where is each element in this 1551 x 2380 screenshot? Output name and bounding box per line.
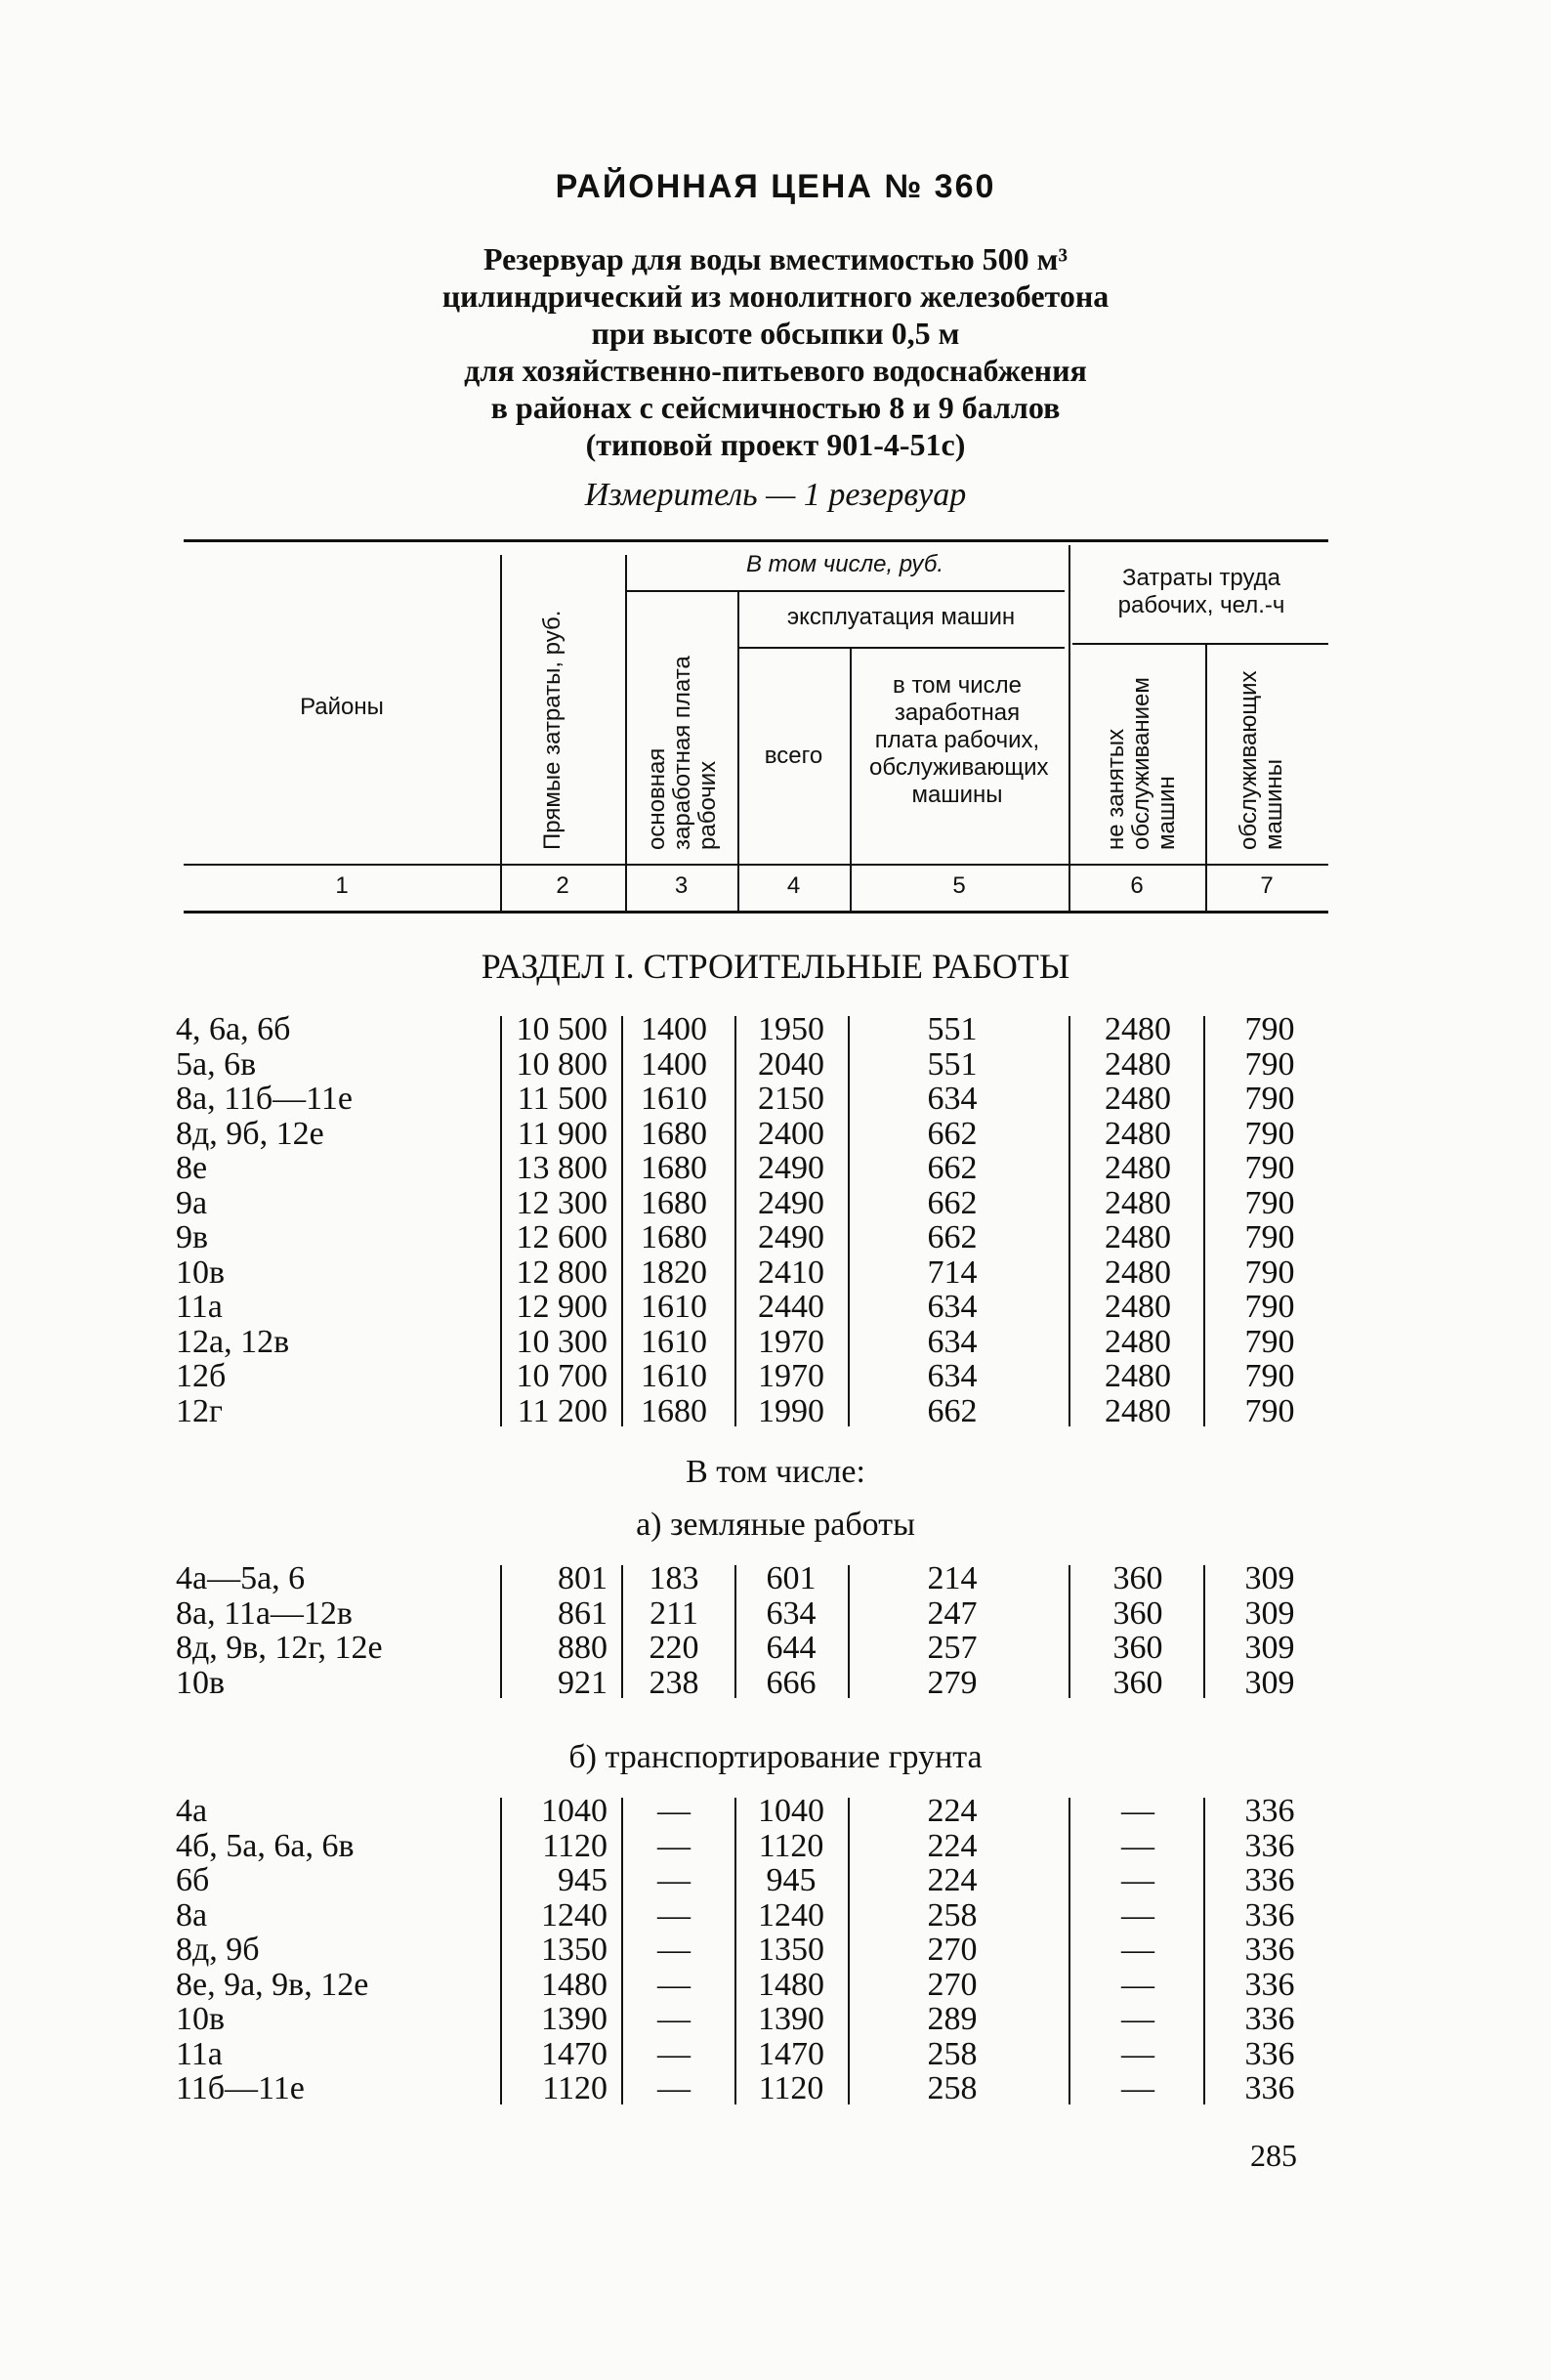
table-row <box>0 1290 1551 1325</box>
table-cell: 790 <box>1244 1011 1295 1047</box>
table-cell: 662 <box>927 1115 978 1152</box>
table-cell: 1610 <box>641 1289 707 1325</box>
header-divider <box>625 555 627 911</box>
column-divider <box>500 1565 502 1698</box>
table-cell: 224 <box>927 1827 978 1864</box>
table-cell: 2490 <box>758 1150 824 1186</box>
header-zp-mashin: в том числе заработная плата рабочих, обслуживающих машины <box>869 672 1049 808</box>
table-cell: 1820 <box>641 1254 707 1291</box>
table-cell: 10в <box>176 1254 226 1291</box>
table-cell: 662 <box>927 1184 978 1221</box>
table-cell: 13 800 <box>516 1150 608 1186</box>
column-divider <box>1069 1798 1070 2104</box>
table-cell: 336 <box>1244 2070 1295 2106</box>
v-tom-chisle-label: В том числе: <box>686 1454 865 1490</box>
table-cell: — <box>1121 1896 1154 1934</box>
table-cell: 258 <box>927 2070 978 2106</box>
table-cell: 360 <box>1112 1664 1163 1701</box>
column-divider <box>1203 1798 1205 2104</box>
table-row <box>0 1012 1551 1047</box>
table-cell: — <box>657 1932 691 1968</box>
subtitle-line: при высоте обсыпки 0,5 м <box>591 316 960 351</box>
table-cell: 861 <box>558 1594 608 1632</box>
table-cell: 12 800 <box>516 1254 608 1291</box>
table-cell: 336 <box>1244 1966 1295 2003</box>
page-title: РАЙОННАЯ ЦЕНА № 360 <box>555 168 996 205</box>
table-cell: 1480 <box>541 1966 608 2003</box>
table-cell: 666 <box>766 1664 817 1701</box>
column-number: 3 <box>674 872 689 899</box>
column-divider <box>734 1565 736 1698</box>
table-row <box>0 1666 1551 1701</box>
table-cell: 4б, 5а, 6а, 6в <box>176 1827 355 1864</box>
table-cell: 2410 <box>758 1254 824 1291</box>
table-cell: 1120 <box>542 2070 608 2106</box>
header-zatraty-truda: Затраты труда рабочих, чел.-ч <box>1117 565 1285 618</box>
table-cell: 12г <box>176 1392 223 1429</box>
table-cell: 360 <box>1112 1560 1163 1596</box>
table-cell: — <box>1121 2035 1154 2072</box>
header-rule <box>184 864 1328 866</box>
table-row <box>0 1047 1551 1083</box>
table-cell: 4, 6а, 6б <box>176 1011 291 1047</box>
table-cell: 1350 <box>541 1932 608 1968</box>
table-cell: 790 <box>1244 1184 1295 1221</box>
table-cell: — <box>1121 2070 1154 2106</box>
table-cell: 1470 <box>758 2035 824 2072</box>
table-cell: 10 700 <box>516 1358 608 1394</box>
table-cell: 1240 <box>541 1896 608 1934</box>
header-divider <box>500 555 502 911</box>
table-cell: 790 <box>1244 1323 1295 1360</box>
table-cell: 211 <box>650 1594 698 1632</box>
table-cell: 6б <box>176 1862 210 1898</box>
table-cell: 11а <box>176 1289 223 1325</box>
table-row <box>0 1863 1551 1898</box>
table-cell: 1400 <box>641 1045 707 1083</box>
table-cell: 8е, 9а, 9в, 12е <box>176 1966 369 2003</box>
table-cell: 2480 <box>1105 1011 1171 1047</box>
table-cell: 1480 <box>758 1966 824 2003</box>
column-divider <box>1069 1565 1070 1698</box>
table-cell: 601 <box>766 1560 817 1596</box>
table-cell: 8а, 11б—11е <box>176 1081 353 1117</box>
subtitle-line: в районах с сейсмичностью 8 и 9 баллов <box>490 390 1061 425</box>
table-cell: 2480 <box>1105 1358 1171 1394</box>
table-cell: 8д, 9в, 12г, 12е <box>176 1630 383 1666</box>
table-row <box>0 1394 1551 1429</box>
table-cell: 634 <box>927 1358 978 1394</box>
header-divider <box>1069 545 1070 911</box>
table-cell: 336 <box>1244 1827 1295 1864</box>
header-ne-zanyatyh: не занятых обслуживанием машин <box>1103 677 1180 850</box>
column-divider <box>1069 1016 1070 1426</box>
table-cell: 2480 <box>1105 1289 1171 1325</box>
table-cell: 1400 <box>641 1011 707 1047</box>
table-cell: 1680 <box>641 1150 707 1186</box>
section-title: РАЗДЕЛ I. СТРОИТЕЛЬНЫЕ РАБОТЫ <box>481 947 1070 986</box>
table-cell: 2480 <box>1105 1323 1171 1360</box>
table-cell: 214 <box>927 1560 978 1596</box>
subtitle-line: (типовой проект 901-4-51с) <box>585 427 966 462</box>
table-cell: 2480 <box>1105 1045 1171 1083</box>
table-cell: 2480 <box>1105 1219 1171 1255</box>
table-cell: — <box>1121 1827 1154 1864</box>
table-cell: 880 <box>558 1630 608 1666</box>
table-cell: 258 <box>927 1896 978 1934</box>
table-cell: 551 <box>927 1011 978 1047</box>
header-rule <box>737 647 1065 649</box>
column-divider <box>848 1016 850 1426</box>
table-cell: 10в <box>176 1664 226 1701</box>
table-cell: 1470 <box>541 2035 608 2072</box>
table-cell: 790 <box>1244 1358 1295 1394</box>
table-cell: 1680 <box>641 1219 707 1255</box>
table-cell: 2040 <box>758 1045 824 1083</box>
table-cell: 2480 <box>1105 1115 1171 1152</box>
table-cell: 8а, 11а—12в <box>176 1594 353 1632</box>
table-cell: — <box>657 2001 691 2037</box>
column-divider <box>621 1798 623 2104</box>
table-row <box>0 1968 1551 2003</box>
header-rule <box>625 590 1065 592</box>
table-row <box>0 1325 1551 1360</box>
table-cell: 10 300 <box>516 1323 608 1360</box>
table-cell: 1970 <box>758 1323 824 1360</box>
table-row <box>0 1933 1551 1968</box>
subtitle-line: цилиндрический из монолитного железобетона <box>441 278 1110 314</box>
table-row <box>0 1631 1551 1666</box>
table-cell: 2490 <box>758 1219 824 1255</box>
table-cell: 11 200 <box>517 1392 608 1429</box>
table-cell: 2150 <box>758 1081 824 1117</box>
table-cell: 11 500 <box>517 1081 608 1117</box>
table-cell: 9а <box>176 1184 208 1221</box>
table-cell: — <box>657 1966 691 2003</box>
table-cell: 634 <box>927 1323 978 1360</box>
table-cell: — <box>1121 1932 1154 1968</box>
header-top-rule <box>184 539 1328 542</box>
table-cell: 336 <box>1244 2001 1295 2037</box>
header-pryamye-zatraty: Прямые затраты, руб. <box>539 610 566 850</box>
page-number: 285 <box>1250 2138 1297 2173</box>
table-cell: 1390 <box>541 2001 608 2037</box>
header-ekspluataciya: эксплуатация машин <box>786 604 1016 630</box>
table-cell: 309 <box>1244 1594 1295 1632</box>
table-row <box>0 2071 1551 2106</box>
table-cell: 1970 <box>758 1358 824 1394</box>
table-cell: 790 <box>1244 1115 1295 1152</box>
table-row <box>0 1596 1551 1632</box>
table-cell: 12а, 12в <box>176 1323 290 1360</box>
table-cell: 258 <box>927 2035 978 2072</box>
column-number: 1 <box>335 872 349 899</box>
table-cell: 10 800 <box>516 1045 608 1083</box>
table-cell: 921 <box>558 1664 608 1701</box>
table-row <box>0 1561 1551 1596</box>
table-cell: 790 <box>1244 1150 1295 1186</box>
column-divider <box>500 1016 502 1426</box>
header-divider <box>1205 645 1207 911</box>
table-cell: 1040 <box>758 1793 824 1829</box>
table-row <box>0 1186 1551 1221</box>
subtitle-line: Резервуар для воды вместимостью 500 м³ <box>482 241 1069 276</box>
table-row <box>0 1082 1551 1117</box>
table-cell: 801 <box>558 1560 608 1596</box>
table-cell: 12 900 <box>516 1289 608 1325</box>
column-number: 5 <box>952 872 966 899</box>
table-cell: 247 <box>927 1594 978 1632</box>
header-rayony: Районы <box>300 694 384 720</box>
table-cell: 309 <box>1244 1630 1295 1666</box>
column-divider <box>734 1016 736 1426</box>
table-row <box>0 1359 1551 1394</box>
table-cell: 634 <box>927 1289 978 1325</box>
table-cell: 1610 <box>641 1358 707 1394</box>
table-cell: 257 <box>927 1630 978 1666</box>
table-cell: 238 <box>649 1664 699 1701</box>
subsection-a-title: а) земляные работы <box>636 1507 915 1543</box>
table-cell: 790 <box>1244 1289 1295 1325</box>
subtitle-line: для хозяйственно-питьевого водоснабжения <box>464 353 1087 388</box>
header-osnovnaya-zp: основная заработная плата рабочих <box>644 656 721 850</box>
column-divider <box>621 1565 623 1698</box>
table-cell: 662 <box>927 1150 978 1186</box>
table-cell: 224 <box>927 1862 978 1898</box>
table-cell: 1610 <box>641 1323 707 1360</box>
table-cell: 1680 <box>641 1392 707 1429</box>
header-obsluzhivayushih: обслуживающих машины <box>1236 670 1287 850</box>
table-cell: 662 <box>927 1219 978 1255</box>
table-cell: 1610 <box>641 1081 707 1117</box>
table-cell: — <box>657 2070 691 2106</box>
table-cell: 1040 <box>541 1793 608 1829</box>
table-cell: 662 <box>927 1392 978 1429</box>
table-row <box>0 2037 1551 2072</box>
table-cell: — <box>657 2035 691 2072</box>
table-cell: 11а <box>176 2035 223 2072</box>
table-cell: — <box>657 1896 691 1934</box>
table-cell: 634 <box>766 1594 817 1632</box>
table-cell: 644 <box>766 1630 817 1666</box>
table-cell: 270 <box>927 1966 978 2003</box>
table-cell: — <box>1121 1966 1154 2003</box>
column-number: 2 <box>556 872 569 899</box>
table-cell: 2480 <box>1105 1254 1171 1291</box>
table-cell: 309 <box>1244 1560 1295 1596</box>
table-cell: — <box>657 1793 691 1829</box>
table-cell: 2480 <box>1105 1081 1171 1117</box>
table-row <box>0 1898 1551 1934</box>
table-cell: 11 900 <box>517 1115 608 1152</box>
table-cell: 336 <box>1244 2035 1295 2072</box>
table-cell: 790 <box>1244 1254 1295 1291</box>
table-cell: 5а, 6в <box>176 1045 257 1083</box>
table-cell: 1990 <box>758 1392 824 1429</box>
table-cell: 551 <box>927 1045 978 1083</box>
table-cell: 2490 <box>758 1184 824 1221</box>
table-cell: 360 <box>1112 1594 1163 1632</box>
table-cell: 790 <box>1244 1392 1295 1429</box>
table-cell: 1240 <box>758 1896 824 1934</box>
column-divider <box>848 1565 850 1698</box>
table-cell: 12 600 <box>516 1219 608 1255</box>
table-cell: — <box>657 1827 691 1864</box>
column-divider <box>500 1798 502 2104</box>
table-cell: 8д, 9б <box>176 1932 260 1968</box>
table-row <box>0 1794 1551 1829</box>
column-divider <box>621 1016 623 1426</box>
table-cell: 279 <box>927 1664 978 1701</box>
table-cell: 2400 <box>758 1115 824 1152</box>
table-cell: 11б—11е <box>176 2070 305 2106</box>
table-cell: 2480 <box>1105 1150 1171 1186</box>
table-row <box>0 1220 1551 1255</box>
table-cell: 1350 <box>758 1932 824 1968</box>
table-cell: 634 <box>927 1081 978 1117</box>
column-number: 4 <box>786 872 801 899</box>
column-number: 6 <box>1130 872 1144 899</box>
table-cell: 270 <box>927 1932 978 1968</box>
table-cell: 309 <box>1244 1664 1295 1701</box>
table-cell: 183 <box>649 1560 699 1596</box>
table-cell: 2480 <box>1105 1184 1171 1221</box>
header-vsego: всего <box>764 743 823 769</box>
table-cell: 1390 <box>758 2001 824 2037</box>
column-divider <box>1203 1016 1205 1426</box>
table-cell: — <box>657 1862 691 1898</box>
table-cell: 1120 <box>542 1827 608 1864</box>
column-divider <box>848 1798 850 2104</box>
table-cell: 12 300 <box>516 1184 608 1221</box>
table-cell: 1950 <box>758 1011 824 1047</box>
table-cell: 1680 <box>641 1184 707 1221</box>
table-cell: 2440 <box>758 1289 824 1325</box>
table-row <box>0 1829 1551 1864</box>
column-divider <box>734 1798 736 2104</box>
table-cell: 10в <box>176 2001 226 2037</box>
table-cell: 714 <box>927 1254 978 1291</box>
table-cell: 1680 <box>641 1115 707 1152</box>
header-v-tom-chisle: В том числе, руб. <box>745 551 944 577</box>
unit-of-measure: Измеритель — 1 резервуар <box>584 477 967 513</box>
subsection-b-title: б) транспортирование грунта <box>568 1739 983 1775</box>
subtitle <box>0 240 1551 463</box>
table-cell: 336 <box>1244 1862 1295 1898</box>
table-cell: — <box>1121 1862 1154 1898</box>
table-cell: 9в <box>176 1219 209 1255</box>
table-row <box>0 1255 1551 1291</box>
table-cell: 12б <box>176 1358 227 1394</box>
table-cell: 1120 <box>758 2070 824 2106</box>
table-cell: 8е <box>176 1150 208 1186</box>
table-row <box>0 1117 1551 1152</box>
table-cell: 945 <box>766 1862 817 1898</box>
header-rule <box>1072 643 1328 645</box>
table-cell: 10 500 <box>516 1011 608 1047</box>
table-cell: 360 <box>1112 1630 1163 1666</box>
table-cell: 289 <box>927 2001 978 2037</box>
table-cell: 220 <box>649 1630 699 1666</box>
table-cell: 790 <box>1244 1045 1295 1083</box>
table-cell: — <box>1121 1793 1154 1829</box>
table-cell: 8д, 9б, 12е <box>176 1115 324 1152</box>
table-cell: 1120 <box>758 1827 824 1864</box>
table-cell: — <box>1121 2001 1154 2037</box>
table-cell: 790 <box>1244 1219 1295 1255</box>
table-cell: 945 <box>558 1862 608 1898</box>
table-row <box>0 2002 1551 2037</box>
column-number: 7 <box>1260 872 1274 899</box>
table-cell: 4а—5а, 6 <box>176 1560 306 1596</box>
table-cell: 8а <box>176 1896 208 1934</box>
table-cell: 224 <box>927 1793 978 1829</box>
table-cell: 4а <box>176 1793 208 1829</box>
table-cell: 336 <box>1244 1896 1295 1934</box>
header-divider <box>850 649 852 911</box>
table-cell: 2480 <box>1105 1392 1171 1429</box>
column-divider <box>1203 1565 1205 1698</box>
table-row <box>0 1151 1551 1186</box>
table-cell: 336 <box>1244 1932 1295 1968</box>
table-cell: 336 <box>1244 1793 1295 1829</box>
table-cell: 790 <box>1244 1081 1295 1117</box>
header-bottom-rule <box>184 911 1328 914</box>
